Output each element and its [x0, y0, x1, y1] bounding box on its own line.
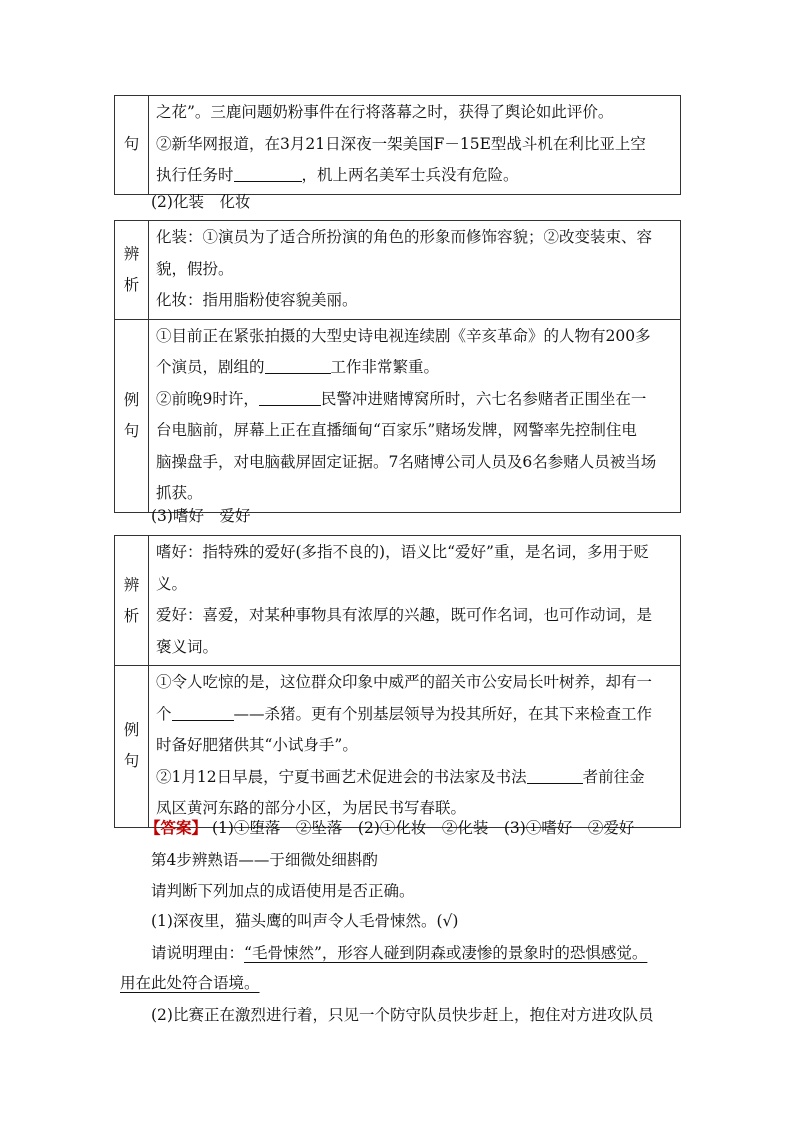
section-heading-2: (2)化装 化妆: [151, 193, 251, 211]
section-heading-3: (3)嗜好 爱好: [151, 507, 251, 525]
analysis-content: 嗜好：指特殊的爱好(多指不良的)，语义比“爱好”重，是名词，多用于贬 义。 爱好：喜爱，对某种事物具有浓厚的兴趣，既可作名词，也可作动词，是 褒义词。: [149, 536, 681, 666]
example-label: 例 句: [115, 319, 149, 512]
reason-answer-cont: 用在此处符合语境。: [120, 974, 260, 992]
reason-line-1: [151, 939, 647, 967]
question-1: (1)深夜里，猫头鹰的叫声令人毛骨悚然。(√): [151, 912, 459, 930]
example-content: ①令人吃惊的是，这位群众印象中威严的韶关市公安局长叶树养，却有一 个 ——杀猪。更有个别基层领导为投其所好，在其下来检查工作 时备好肥猪供其“小试身手”。 ②1月12日早晨，宁夏书画艺术促进会的书法家及书法 者前往金 凤区黄河东路的部分小区，为居民书写春联。: [149, 666, 681, 828]
fill-blank[interactable]: [234, 166, 302, 183]
instruction-text: 请判断下列加点的成语使用是否正确。: [151, 882, 415, 900]
example-content: ①目前正在紧张拍摄的大型史诗电视连续剧《辛亥革命》的人物有200多 个演员，剧组的 工作非常繁重。 ②前晚9时许， 民警冲进赌博窝所时，六七名参赌者正围坐在一 台电脑前，屏幕上正在直播缅甸“百家乐”赌场发牌，网警率先控制住电 脑操盘手，对电脑截屏固定证据。7名赌博公司人员及6名参赌人员被当场 抓获。: [149, 319, 681, 512]
example-table-1: [114, 95, 681, 195]
analysis-label: 辨 析: [115, 536, 149, 666]
answer-text: (1)①堕落 ②坠落 (2)①化妆 ②化装 (3)①嗜好 ②爱好: [211, 819, 635, 837]
question-2: (2)比赛正在激烈进行着，只见一个防守队员快步赶上，抱住对方进攻队员: [151, 1006, 654, 1024]
row-label: 句: [115, 96, 149, 195]
answer-line: [145, 814, 705, 842]
comparison-table-3: [114, 535, 681, 828]
reason-line-2: [120, 969, 680, 997]
fill-blank[interactable]: [527, 767, 583, 784]
fill-blank[interactable]: [172, 704, 234, 721]
fill-blank[interactable]: [265, 358, 331, 375]
analysis-label: 辨 析: [115, 221, 149, 320]
reason-answer: “毛骨悚然”，形容人碰到阴森或凄惨的景象时的恐惧感觉。: [244, 944, 648, 962]
analysis-content: 化装：①演员为了适合所扮演的角色的形象而修饰容貌；②改变装束、容 貌，假扮。 化妆：指用脂粉使容貌美丽。: [149, 221, 681, 320]
step-heading: 第4步辨熟语——于细微处细斟酌: [151, 851, 378, 869]
example-content: 之花”。三鹿问题奶粉事件在行将落幕之时，获得了舆论如此评价。 ②新华网报道，在3月21日深夜一架美国F－15E型战斗机在利比亚上空 执行任务时 ，机上两名美军士兵没有危险。: [149, 96, 681, 195]
comparison-table-2: [114, 220, 681, 513]
fill-blank[interactable]: [259, 389, 321, 406]
example-label: 例 句: [115, 666, 149, 828]
reason-label: 请说明理由：: [151, 944, 245, 962]
answer-tag: 【答案】: [145, 818, 208, 837]
